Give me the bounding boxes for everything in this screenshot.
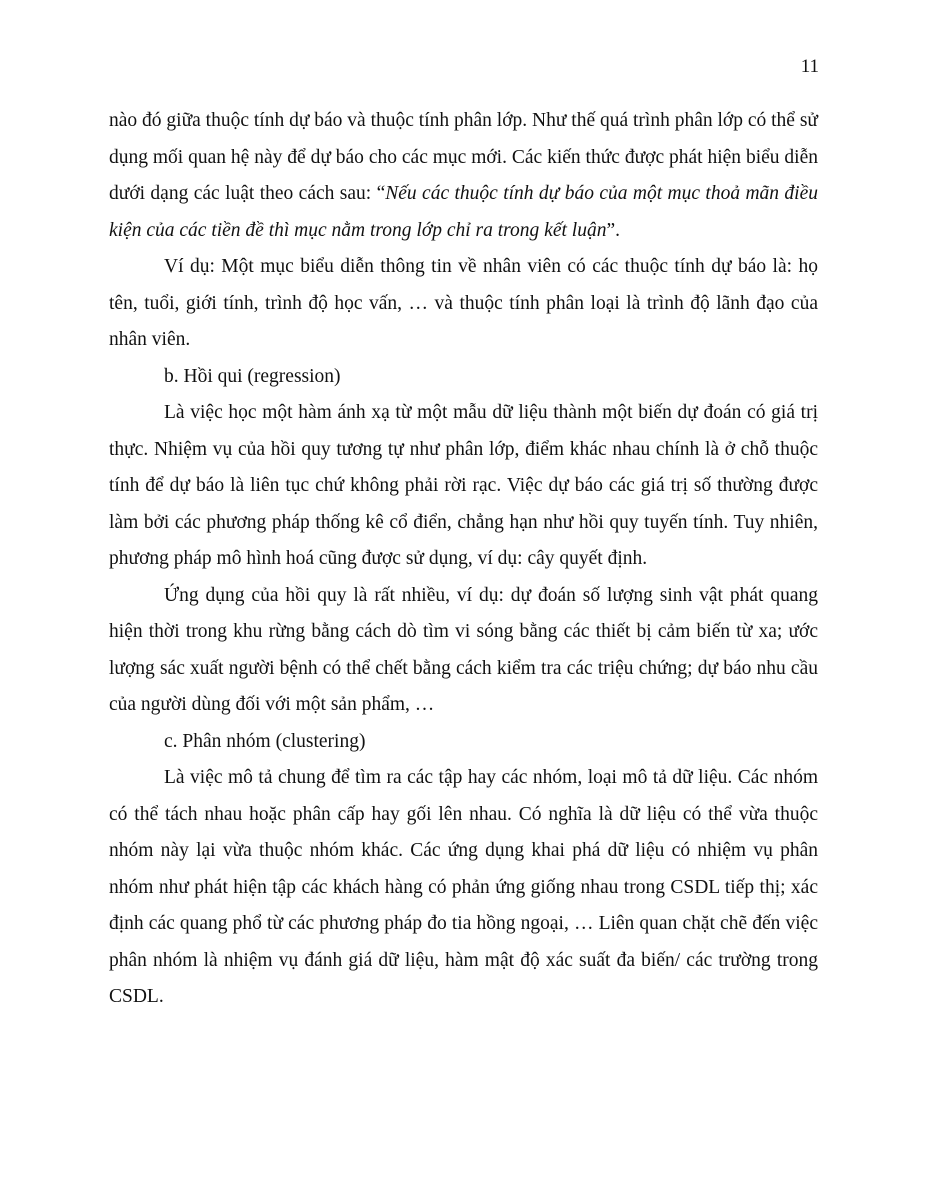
intro-text: nào đó giữa thuộc tính dự báo và thuộc tính phân lớp. Như thế quá trình phân lớp có thể sử dụng mối quan hệ này để dự báo cho các mục mới. Các kiến thức được phát hiện biểu diễn dưới dạng các luật theo cách sau: “ — [109, 110, 818, 204]
classification-example-paragraph: Ví dụ: Một mục biểu diễn thông tin về nhân viên có các thuộc tính dự báo là: họ tên, tuổi, giới tính, trình độ học vấn, … và thuộc tính phân loại là trình độ lãnh đạo của nhân viên. — [109, 256, 818, 350]
clustering-heading: c. Phân nhóm (clustering) — [164, 730, 366, 752]
body-text — [109, 103, 818, 1016]
clustering-definition-paragraph: Là việc mô tả chung để tìm ra các tập hay các nhóm, loại mô tả dữ liệu. Các nhóm có thể tách nhau hoặc phân cấp hay gối lên nhau. Có nghĩa là dữ liệu có thể vừa thuộc nhóm này lại vừa thuộc nhóm khác. Các ứng dụng khai phá dữ liệu có nhiệm vụ phân nhóm như phát hiện tập các khách hàng có phản ứng giống nhau trong CSDL tiếp thị; xác định các quang phổ từ các phương pháp đo tia hồng ngoại, … Liên quan chặt chẽ đến việc phân nhóm là nhiệm vụ đánh giá dữ liệu, hàm mật độ xác suất đa biến/ các trường trong CSDL. — [109, 767, 818, 1007]
regression-definition-paragraph: Là việc học một hàm ánh xạ từ một mẫu dữ liệu thành một biến dự đoán có giá trị thực. Nhiệm vụ của hồi quy tương tự như phân lớp, điểm khác nhau chính là ở chỗ thuộc tính để dự báo là liên tục chứ không phải rời rạc. Việc dự báo các giá trị số thường được làm bởi các phương pháp thống kê cổ điển, chẳng hạn như hồi quy tuyến tính. Tuy nhiên, phương pháp mô hình hoá cũng được sử dụng, ví dụ: cây quyết định. — [109, 402, 818, 569]
intro-after: ”. — [606, 219, 620, 241]
regression-applications-paragraph: Ứng dụng của hồi quy là rất nhiều, ví dụ: dự đoán số lượng sinh vật phát quang hiện thời trong khu rừng bằng cách dò tìm vi sóng bằng các thiết bị cảm biến từ xa; ước lượng sác xuất người bệnh có thể chết bằng cách kiểm tra các triệu chứng; dự báo nhu cầu của người dùng đối với một sản phẩm, … — [109, 584, 818, 715]
page-number: 11 — [800, 56, 819, 77]
intro-paragraph — [109, 103, 818, 249]
regression-heading: b. Hồi qui (regression) — [164, 365, 341, 387]
rule-quote: Nếu các thuộc tính dự báo của một mục thoả mãn điều kiện của các tiền đề thì mục nằm trong lớp chỉ ra trong kết luận — [109, 183, 819, 241]
